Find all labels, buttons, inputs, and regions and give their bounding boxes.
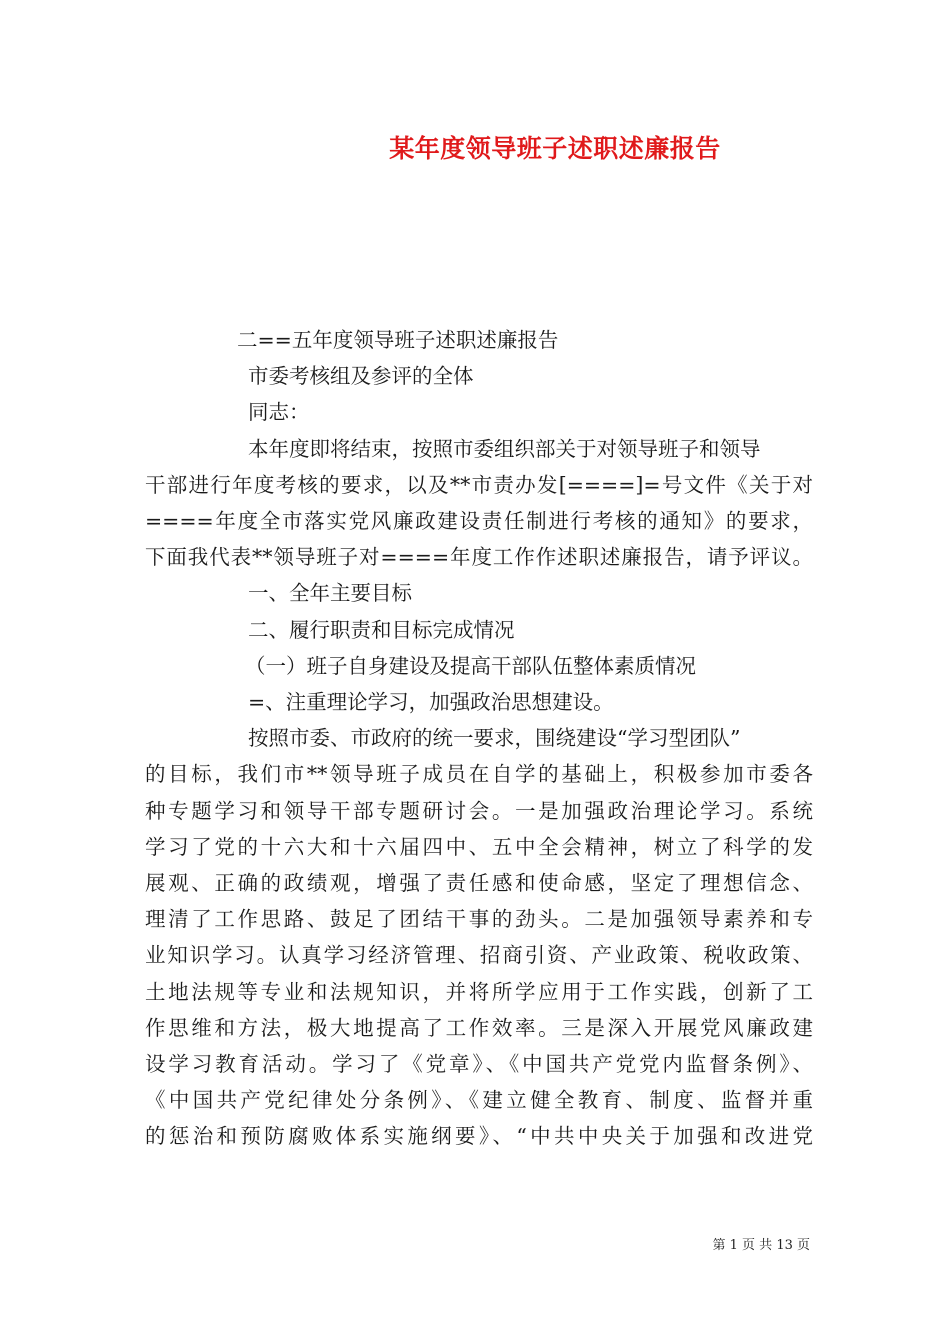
text-line: 的目标，我们市**领导班子成员在自学的基础上，积极参加市委各 — [145, 762, 813, 787]
document-title: 某年度领导班子述职述廉报告 — [389, 134, 721, 163]
text-line: 《中国共产党纪律处分条例》、《建立健全教育、制度、监督并重 — [145, 1088, 813, 1113]
text-line: 展观、正确的政绩观，增强了责任感和使命感，坚定了理想信念、 — [145, 871, 813, 896]
text-line: ====年度全市落实党风廉政建设责任制进行考核的通知》的要求， — [145, 509, 813, 534]
text-line: 干部进行年度考核的要求，以及**市责办发[====]=号文件《关于对 — [145, 472, 813, 497]
document-body — [145, 322, 813, 1155]
text-line: 土地法规等专业和法规知识，并将所学应用于工作实践，创新了工 — [145, 979, 813, 1004]
page-number: 第 1 页 共 13 页 — [712, 1238, 810, 1253]
text-line: 下面我代表**领导班子对====年度工作作述职述廉报告，请予评议。 — [145, 545, 813, 570]
text-line: 设学习教育活动。学习了《党章》、《中国共产党党内监督条例》、 — [145, 1052, 813, 1077]
text-line: 市委考核组及参评的全体 — [248, 364, 474, 389]
text-line: =、注重理论学习，加强政治思想建设。 — [248, 690, 614, 715]
text-line: 业知识学习。认真学习经济管理、招商引资、产业政策、税收政策、 — [145, 943, 813, 968]
text-line: 同志： — [248, 400, 310, 425]
text-line: 作思维和方法，极大地提高了工作效率。三是深入开展党风廉政建 — [145, 1015, 813, 1040]
text-line: 二、履行职责和目标完成情况 — [248, 617, 515, 642]
text-line: 理清了工作思路、鼓足了团结干事的劲头。二是加强领导素养和专 — [145, 907, 813, 932]
text-line: 二==五年度领导班子述职述廉报告 — [237, 328, 559, 352]
text-line: （一）班子自身建设及提高干部队伍整体素质情况 — [245, 653, 696, 678]
text-line: 按照市委、市政府的统一要求，围绕建设“学习型团队” — [248, 726, 741, 751]
text-line: 的惩治和预防腐败体系实施纲要》、“中共中央关于加强和改进党 — [145, 1124, 813, 1149]
text-line: 学习了党的十六大和十六届四中、五中全会精神，树立了科学的发 — [145, 834, 813, 859]
text-line: 本年度即将结束，按照市委组织部关于对领导班子和领导 — [248, 436, 761, 461]
text-line: 种专题学习和领导干部专题研讨会。一是加强政治理论学习。系统 — [145, 798, 813, 823]
text-line: 一、全年主要目标 — [248, 581, 412, 606]
